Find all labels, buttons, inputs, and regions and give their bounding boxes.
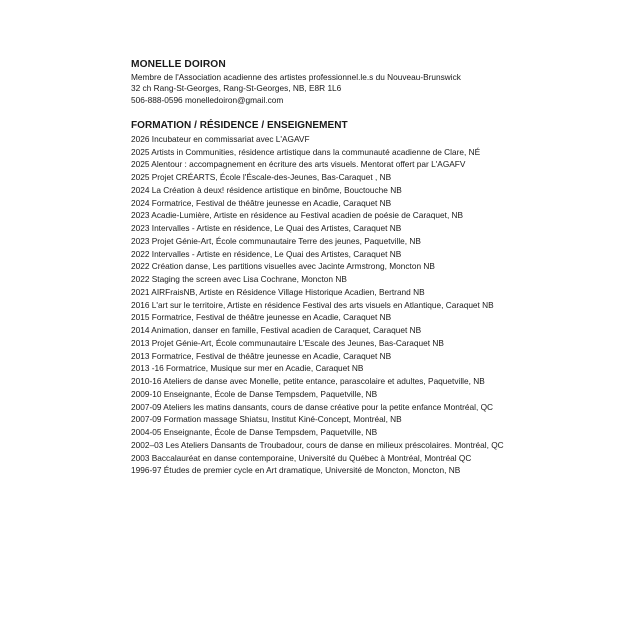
list-item: 2014 Animation, danser en famille, Festival acadien de Caraquet, Caraquet NB xyxy=(131,325,422,336)
entry-list xyxy=(131,133,531,477)
cv-document xyxy=(131,59,531,477)
list-item: 2007-09 Formation massage Shiatsu, Institut Kiné-Concept, Montréal, NB xyxy=(131,414,402,425)
list-item: 2023 Projet Génie-Art, École communautaire Terre des jeunes, Paquetville, NB xyxy=(131,235,421,246)
list-item: 2023 Acadie-Lumière, Artiste en résidence au Festival acadien de poésie de Caraquet, NB xyxy=(131,210,464,221)
list-item: 2023 Intervalles - Artiste en résidence, Le Quai des Artistes, Caraquet NB xyxy=(131,223,402,234)
list-item: 2025 Projet CRÉARTS, École l'Éscale-des-Jeunes, Bas-Caraquet , NB xyxy=(131,172,392,183)
list-item: 2026 Incubateur en commissariat avec L'AGAVF xyxy=(131,133,310,144)
list-item: 2024 La Création à deux! résidence artistique en binôme, Bouctouche NB xyxy=(131,184,402,195)
list-item: 2013 -16 Formatrice, Musique sur mer en Acadie, Caraquet NB xyxy=(131,363,364,374)
list-item: 1996-97 Études de premier cycle en Art dramatique, Université de Moncton, Moncton, NB xyxy=(131,465,461,476)
list-item: 2022 Staging the screen avec Lisa Cochrane, Moncton NB xyxy=(131,274,347,285)
list-item: 2007-09 Ateliers les matins dansants, cours de danse créative pour la petite enfance Montréal, QC xyxy=(131,401,494,412)
list-item: 2025 Alentour : accompagnement en écriture des arts visuels. Mentorat offert par L'AGAFV xyxy=(131,159,466,170)
list-item: 2022 Intervalles - Artiste en résidence, Le Quai des Artistes, Caraquet NB xyxy=(131,248,402,259)
list-item: 2003 Baccalauréat en danse contemporaine, Université du Québec à Montréal, Montréal QC xyxy=(131,452,472,463)
section-title: FORMATION / RÉSIDENCE / ENSEIGNEMENT xyxy=(131,119,348,131)
list-item: 2022 Création danse, Les partitions visuelles avec Jacinte Armstrong, Moncton NB xyxy=(131,261,435,272)
list-item: 2004-05 Enseignante, École de Danse Tempsdem, Paquetville, NB xyxy=(131,427,378,438)
list-item: 2016 L'art sur le territoire, Artiste en résidence Festival des arts visuels en Atlantique, Caraquet NB xyxy=(131,299,494,310)
list-item: 2013 Projet Génie-Art, École communautaire L'Escale des Jeunes, Bas-Caraquet NB xyxy=(131,337,444,348)
list-item: 2015 Formatrice, Festival de théâtre jeunesse en Acadie, Caraquet NB xyxy=(131,312,392,323)
contact-line: 506-888-0596 monelledoiron@gmail.com xyxy=(131,94,284,105)
person-name: MONELLE DOIRON xyxy=(131,59,226,70)
list-item: 2013 Formatrice, Festival de théâtre jeunesse en Acadie, Caraquet NB xyxy=(131,350,392,361)
list-item: 2024 Formatrice, Festival de théâtre jeunesse en Acadie, Caraquet NB xyxy=(131,197,392,208)
list-item: 2021 AIRFraisNB, Artiste en Résidence Village Historique Acadien, Bertrand NB xyxy=(131,286,425,297)
membership-line: Membre de l'Association acadienne des artistes professionnel.le.s du Nouveau-Brunswick xyxy=(131,72,461,82)
list-item: 2025 Artists in Communities, résidence artistique dans la communauté acadienne de Clare, NÉ xyxy=(131,146,481,157)
address-line: 32 ch Rang-St-Georges, Rang-St-Georges, NB, E8R 1L6 xyxy=(131,83,342,94)
list-item: 2010-16 Ateliers de danse avec Monelle, petite entance, parascolaire et adultes, Paquetville, NB xyxy=(131,376,485,387)
list-item: 2002–03 Les Ateliers Dansants de Troubadour, cours de danse en milieux préscolaires. Montréal, QC xyxy=(131,439,504,450)
list-item: 2009-10 Enseignante, École de Danse Tempsdem, Paquetville, NB xyxy=(131,388,378,399)
